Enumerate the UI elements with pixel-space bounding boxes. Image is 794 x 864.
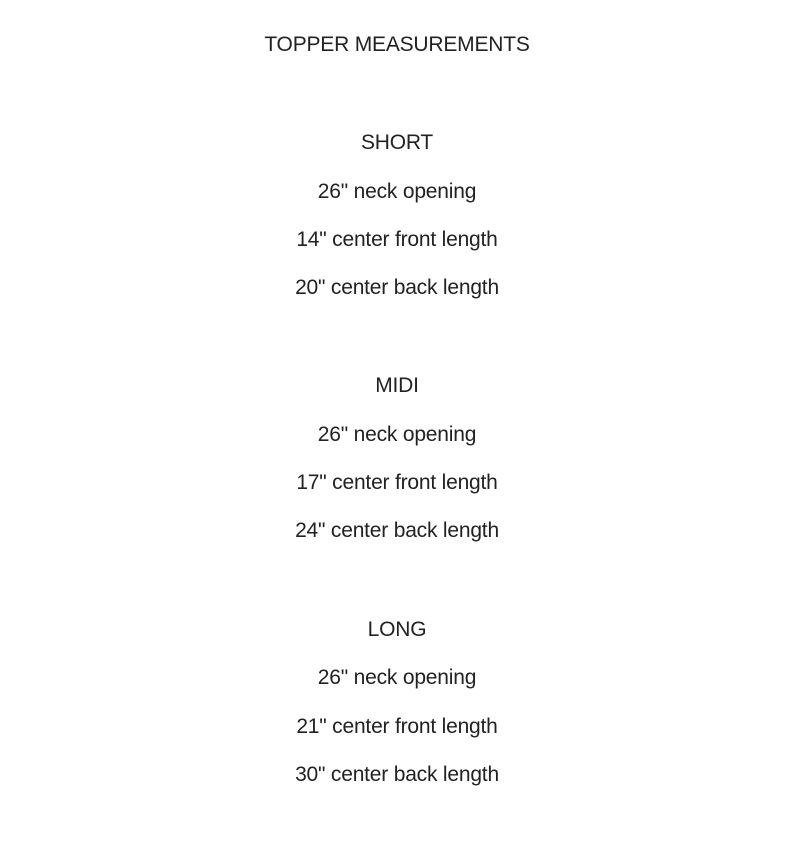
document-title: TOPPER MEASUREMENTS [264, 33, 530, 56]
section-title-short: SHORT [360, 131, 434, 154]
section-title-midi: MIDI [375, 374, 419, 397]
section-title-long: LONG [367, 618, 427, 641]
long-center-back-length: 30" center back length [295, 763, 499, 786]
long-neck-opening: 26" neck opening [317, 666, 477, 689]
midi-neck-opening: 26" neck opening [317, 423, 477, 446]
midi-center-front-length: 17" center front length [296, 471, 498, 494]
long-center-front-length: 21" center front length [296, 715, 498, 738]
midi-center-back-length: 24" center back length [295, 519, 499, 542]
short-center-back-length: 20" center back length [295, 276, 499, 299]
short-center-front-length: 14" center front length [296, 228, 498, 251]
short-neck-opening: 26" neck opening [317, 180, 477, 203]
